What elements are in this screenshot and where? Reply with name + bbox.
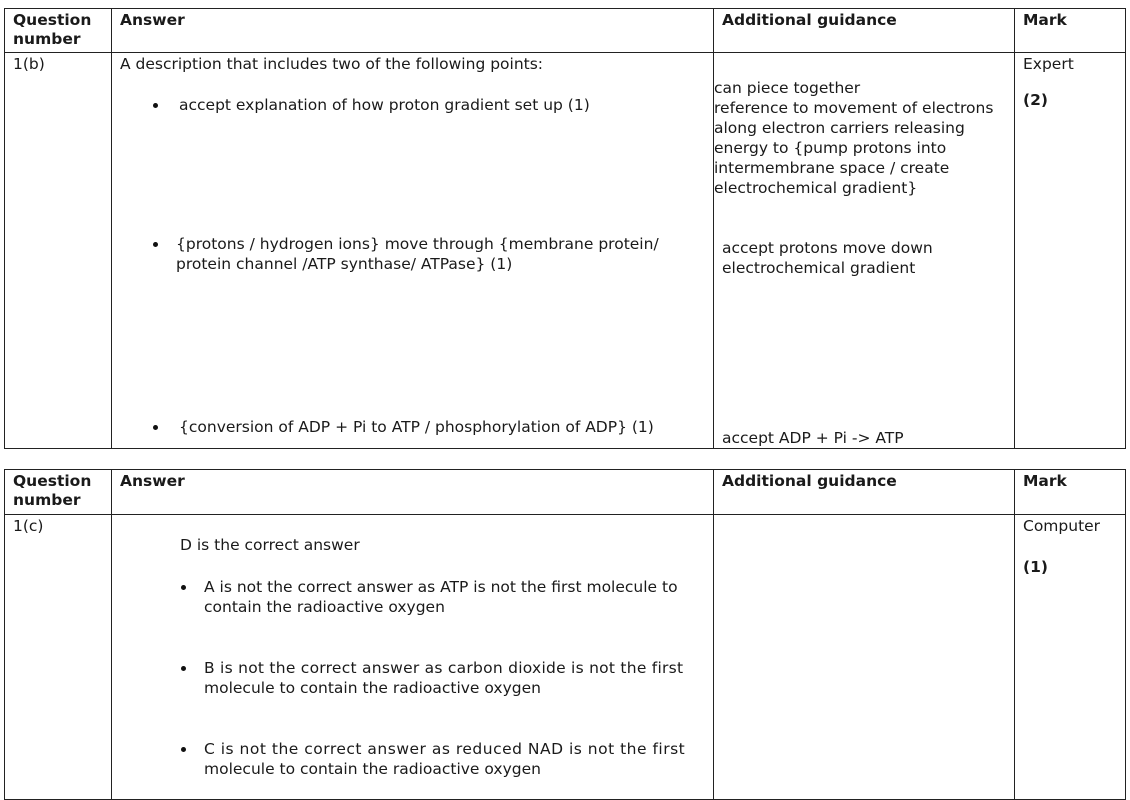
bullet-icon [181,585,186,590]
guidance-line: intermembrane space / create [714,159,950,177]
mark-value: (1) [1023,558,1048,576]
header-answer: Answer [120,472,185,490]
header-question-number: Question number [13,472,92,509]
guidance-line: electrochemical gradient} [714,179,918,197]
header-additional-guidance: Additional guidance [722,472,897,490]
distractor-reason: C is not the correct answer as reduced NAD is not the first [204,740,686,758]
header-question-number: Question number [13,11,92,48]
header-row [5,470,1125,515]
distractor-reason-continued: contain the radioactive oxygen [204,598,445,616]
distractor-reason-continued: molecule to contain the radioactive oxygen [204,760,541,778]
answer-point: {protons / hydrogen ions} move through {membrane protein/ [176,235,659,253]
mark-scheme-table-1b [4,8,1126,449]
bullet-icon [153,425,158,430]
answer-point: {conversion of ADP + Pi to ATP / phosphorylation of ADP} (1) [179,418,654,436]
guidance-line: can piece together [714,79,861,97]
answer-row [5,515,1125,799]
answer-point-continued: protein channel /ATP synthase/ ATPase} (1) [176,255,513,273]
answer-row [5,53,1125,448]
bullet-icon [153,103,158,108]
question-number: 1(c) [13,517,44,535]
bullet-icon [181,747,186,752]
guidance-line: reference to movement of electrons [714,99,994,117]
guidance-line: accept protons move down [722,239,933,257]
answer-intro: A description that includes two of the following points: [120,55,544,73]
header-mark: Mark [1023,472,1067,490]
mark-scheme-table-1c [4,469,1126,800]
distractor-reason-continued: molecule to contain the radioactive oxygen [204,679,541,697]
answer-point: accept explanation of how proton gradient set up (1) [179,96,590,114]
header-row [5,9,1125,53]
mark-label: Expert [1023,55,1074,73]
bullet-icon [153,242,158,247]
guidance-line: electrochemical gradient [722,259,916,277]
guidance-line: energy to {pump protons into [714,139,947,157]
mark-label: Computer [1023,517,1101,535]
distractor-reason: B is not the correct answer as carbon dioxide is not the first [204,659,684,677]
header-mark: Mark [1023,11,1067,29]
guidance-line: along electron carriers releasing [714,119,965,137]
header-answer: Answer [120,11,185,29]
correct-answer: D is the correct answer [180,536,360,554]
question-number: 1(b) [13,55,45,73]
guidance-line: accept ADP + Pi -> ATP [722,429,904,447]
header-additional-guidance: Additional guidance [722,11,897,29]
bullet-icon [181,666,186,671]
mark-value: (2) [1023,91,1048,109]
distractor-reason: A is not the correct answer as ATP is not the first molecule to [204,578,678,596]
